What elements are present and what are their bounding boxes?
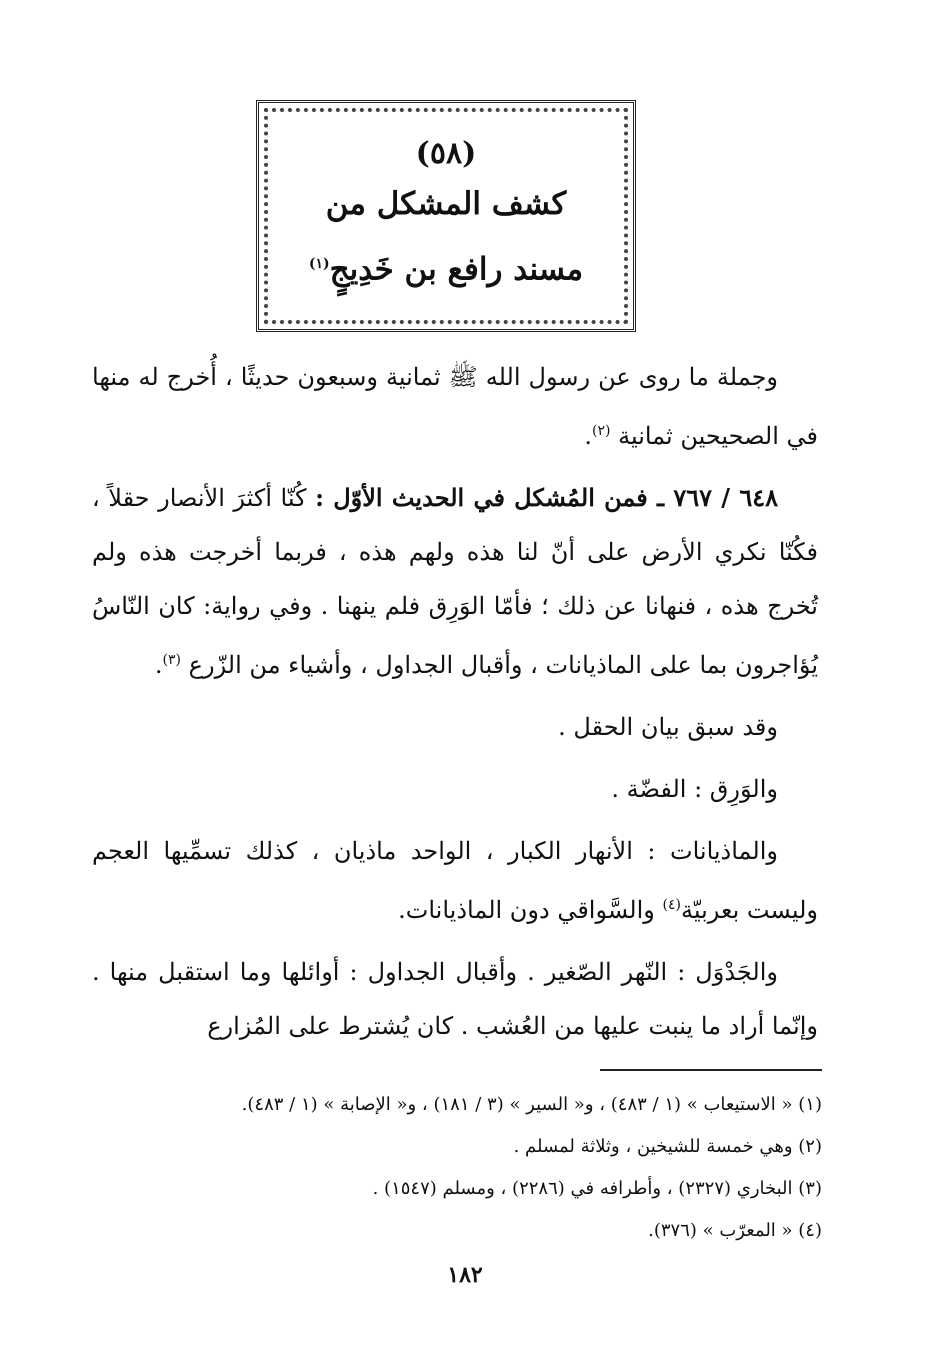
chapter-title-line-2 xyxy=(268,234,624,299)
hadith-heading: ٦٤٨ / ٧٦٧ ـ فمن المُشكل في الحديث الأوّل : xyxy=(315,483,778,512)
paragraph-jadwal: والجَدْوَل : النّهر الصّغير . وأقبال الجداول : أوائلها وما استقبل منها . وإنّما أراد ما ينبت عليها من العُشب . كان يُشترط على المُزارع xyxy=(92,958,818,1040)
paragraph-madhiyanat xyxy=(92,824,818,937)
paragraph-text: والماذيانات : الأنهار الكبار ، الواحد ماذيان ، كذلك تسمِّيها العجم وليست بعربيّة xyxy=(92,837,818,924)
paragraph-end: . xyxy=(584,422,592,450)
footnotes xyxy=(170,1084,822,1252)
paragraph-haql: وقد سبق بيان الحقل . xyxy=(558,713,778,741)
footnote-2: (٢) وهي خمسة للشيخين ، وثلاثة لمسلم . xyxy=(513,1136,822,1157)
chapter-number: (٥٨) xyxy=(415,136,477,171)
title-box xyxy=(256,100,636,332)
footnote-3: (٣) البخاري (٢٣٢٧) ، وأطرافه في (٢٢٨٦) ، ومسلم (١٥٤٧) . xyxy=(372,1178,822,1199)
paragraph-end: . xyxy=(154,651,163,679)
footnote-separator xyxy=(600,1069,822,1071)
paragraph-intro xyxy=(92,350,818,463)
footnote-marker: (٣) xyxy=(162,652,182,668)
chapter-title-text: مسند رافع بن خَدِيجٍ xyxy=(329,251,584,288)
paragraph-end: والسَّواقي دون الماذيانات. xyxy=(398,896,663,924)
paragraph-hadith xyxy=(92,471,818,692)
footnote-4: (٤) « المعرّب » (٣٧٦). xyxy=(648,1220,822,1241)
footnote-marker: (٢) xyxy=(591,423,611,439)
footnote-marker: (٤) xyxy=(662,897,681,913)
title-box-inner xyxy=(264,108,628,324)
footnote-1: (١) « الاستيعاب » (١ / ٤٨٣) ، و« السير » (٣ / ١٨١) ، و« الإصابة » (١ / ٤٨٣). xyxy=(241,1094,822,1115)
paragraph-text: وجملة ما روى عن رسول الله ﷺ ثمانية وسبعون حديثًا ، أُخرج له منها في الصحيحين ثمانية xyxy=(92,363,818,450)
page-number: ١٨٢ xyxy=(447,1262,483,1288)
chapter-title-line-1: كشف المشكل من xyxy=(325,186,567,222)
paragraph-text: كُنّا أكثرَ الأنصار حقلاً ، فكُنّا نكري الأرض على أنّ لنا هذه ولهم هذه ، فربما أخرجت هذه ولم تُخرج هذه ، فنهانا عن ذلك ؛ فأمّا الوَرِق فلم ينهنا . وفي رواية: كان النّاسُ يُؤاجرون بما على الماذيانات ، وأقبال الجداول ، وأشياء من الزّرع xyxy=(92,484,818,679)
paragraph-wariq: والوَرِق : الفضّة . xyxy=(611,775,778,803)
main-text xyxy=(92,350,818,1053)
footnote-marker: (١) xyxy=(308,256,330,272)
